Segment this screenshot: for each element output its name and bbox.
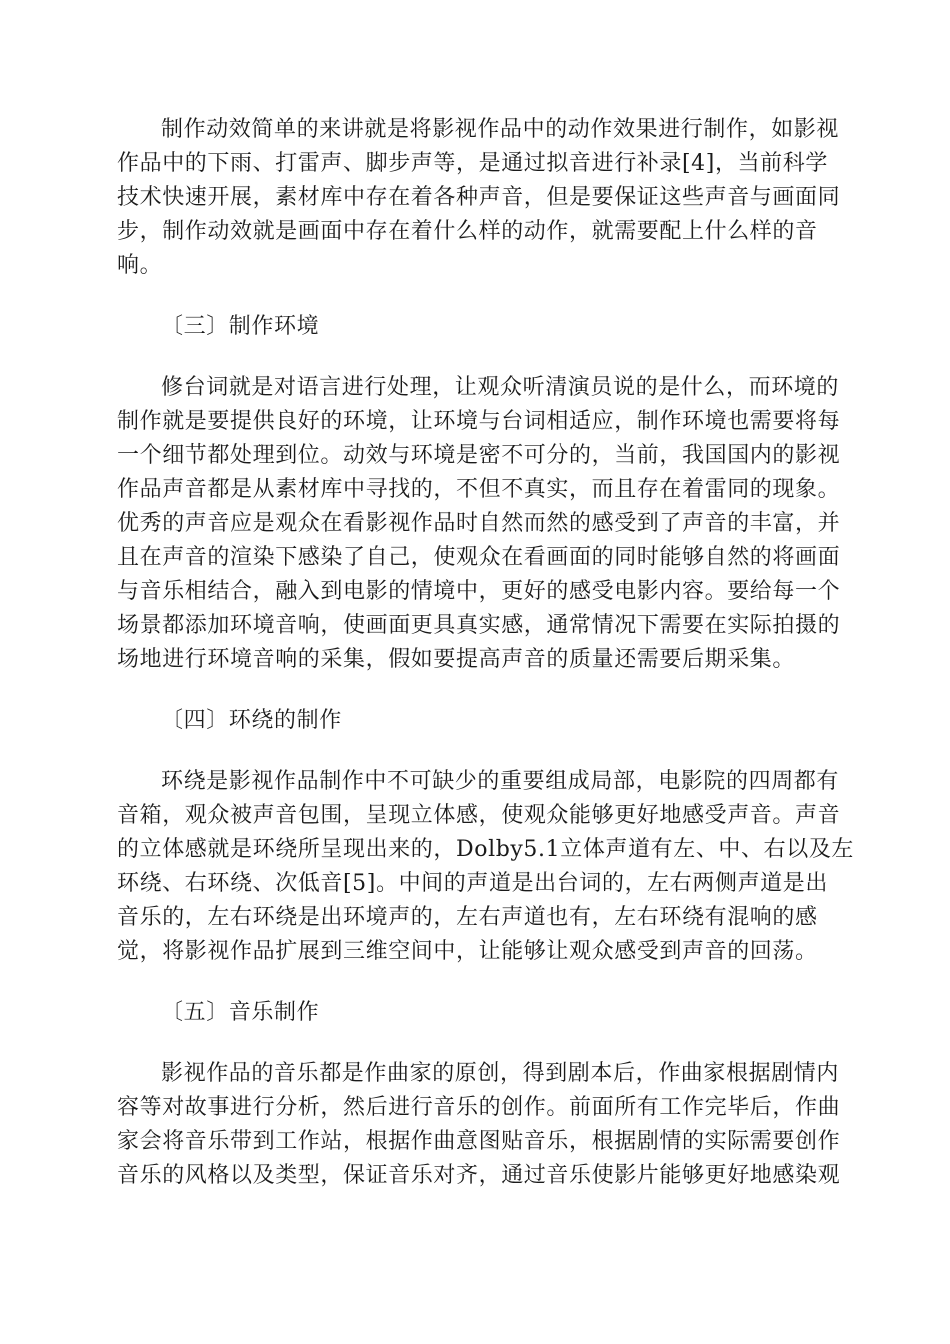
paragraph-environment	[117, 371, 841, 677]
text-line: 技术快速开展，素材库中存在着各种声音，但是要保证这些声音与画面同	[117, 185, 841, 210]
text-line: 音乐的风格以及类型，保证音乐对齐，通过音乐使影片能够更好地感染观	[117, 1163, 841, 1188]
text-line: 作品中的下雨、打雷声、脚步声等，是通过拟音进行补录[4]，当前科学	[117, 151, 828, 176]
text-line: 的立体感就是环绕所呈现出来的，Dolby5.1立体声道有左、中、右以及左	[117, 837, 855, 862]
text-line: 场景都添加环境音响，使画面更具真实感，通常情况下需要在实际拍摄的	[117, 613, 841, 638]
text-line: 制作就是要提供良好的环境，让环境与台词相适应，制作环境也需要将每	[117, 409, 841, 434]
text-line: 与音乐相结合，融入到电影的情境中，更好的感受电影内容。要给每一个	[117, 579, 841, 604]
text-line: 容等对故事进行分析，然后进行音乐的创作。前面所有工作完毕后，作曲	[117, 1095, 841, 1120]
text-line: 且在声音的渲染下感染了自己，使观众在看画面的同时能够自然的将画面	[117, 545, 841, 570]
text-line: 制作动效简单的来讲就是将影视作品中的动作效果进行制作，如影视	[161, 117, 840, 142]
text-line: 响。	[117, 253, 163, 278]
paragraph-surround	[117, 765, 855, 969]
text-line: 环绕是影视作品制作中不可缺少的重要组成局部，电影院的四周都有	[161, 769, 840, 794]
section-heading-3: 〔三〕制作环境	[161, 314, 320, 339]
paragraph-music	[117, 1057, 841, 1193]
text-line: 优秀的声音应是观众在看影视作品时自然而然的感受到了声音的丰富，并	[117, 511, 841, 536]
section-heading-5: 〔五〕音乐制作	[161, 1000, 320, 1025]
text-line: 步，制作动效就是画面中存在着什么样的动作，就需要配上什么样的音	[117, 219, 818, 244]
text-line: 修台词就是对语言进行处理，让观众听清演员说的是什么，而环境的	[161, 375, 840, 400]
text-line: 场地进行环境音响的采集，假如要提高声音的质量还需要后期采集。	[117, 647, 796, 672]
text-line: 环绕、右环绕、次低音[5]。中间的声道是出台词的，左右两侧声道是出	[117, 871, 828, 896]
text-line: 一个细节都处理到位。动效与环境是密不可分的，当前，我国国内的影视	[117, 443, 841, 468]
text-line: 音箱，观众被声音包围，呈现立体感，使观众能够更好地感受声音。声音	[117, 803, 841, 828]
document-page	[117, 113, 855, 1193]
text-line: 影视作品的音乐都是作曲家的原创，得到剧本后，作曲家根据剧情内	[161, 1061, 840, 1086]
text-line: 音乐的，左右环绕是出环境声的，左右声道也有，左右环绕有混响的感	[117, 905, 818, 930]
paragraph-foley	[117, 113, 841, 283]
text-line: 觉，将影视作品扩展到三维空间中，让能够让观众感受到声音的回荡。	[117, 939, 818, 964]
text-line: 作品声音都是从素材库中寻找的，不但不真实，而且存在着雷同的现象。	[117, 477, 841, 502]
section-heading-4: 〔四〕环绕的制作	[161, 708, 342, 733]
text-line: 家会将音乐带到工作站，根据作曲意图贴音乐，根据剧情的实际需要创作	[117, 1129, 841, 1154]
